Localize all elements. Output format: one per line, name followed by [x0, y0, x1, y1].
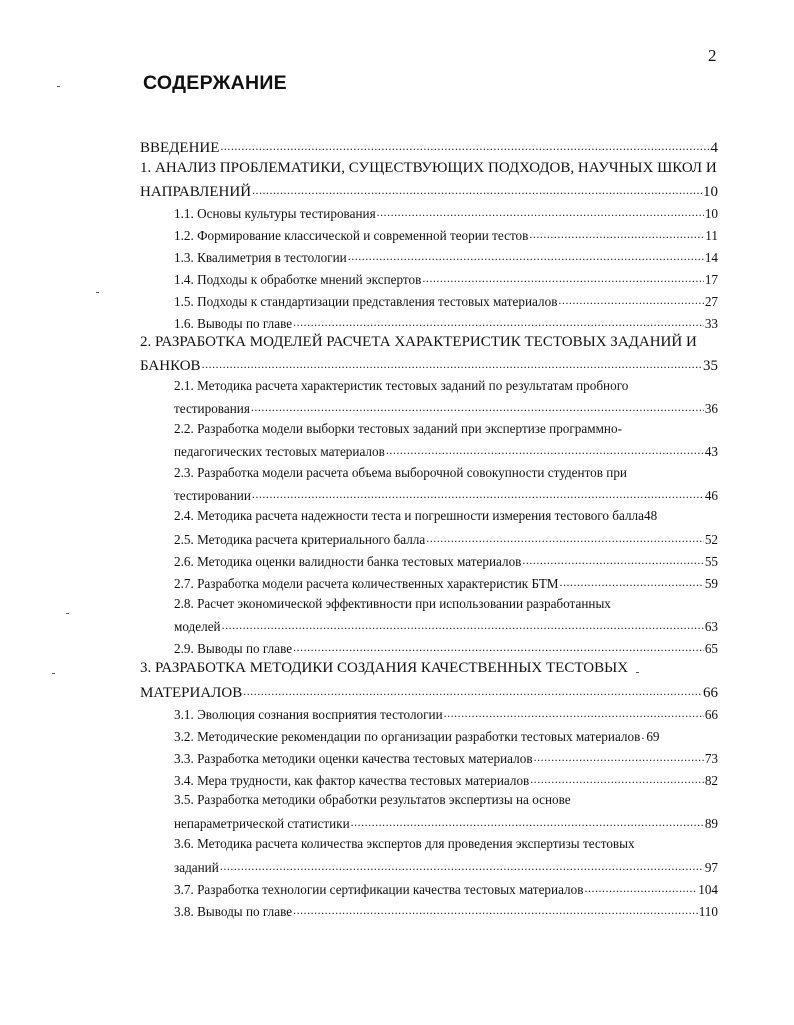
dot-leader: [422, 270, 703, 284]
toc-entry-2-5[interactable]: [174, 530, 718, 550]
scan-speck: [66, 613, 69, 614]
toc-entry-text: педагогических тестовых материалов: [174, 444, 385, 459]
page-number: 2: [708, 46, 717, 65]
scan-speck: [96, 292, 99, 293]
toc-entry-text: 3.4. Мера трудности, как фактор качества тестовых материалов: [174, 773, 530, 788]
toc-entry-text: 3.3. Разработка методики оценки качества тестовых материалов: [174, 751, 533, 766]
toc-entry-1-4[interactable]: [174, 270, 718, 290]
dot-leader: [641, 727, 645, 741]
dot-leader: [243, 683, 702, 697]
toc-chapter-2-heading[interactable]: 2. РАЗРАБОТКА МОДЕЛЕЙ РАСЧЕТА ХАРАКТЕРИСТИК ТЕСТОВЫХ ЗАДАНИЙ И: [140, 334, 697, 350]
dot-leader: [558, 292, 703, 306]
toc-page-number: 46: [704, 488, 718, 503]
toc-entry-text: НАПРАВЛЕНИЙ: [140, 184, 252, 200]
toc-entry-3-6-heading[interactable]: 3.6. Методика расчета количества экспертов для проведения экспертизы тестовых: [174, 836, 635, 851]
toc-entry-text: 1.4. Подходы к обработке мнений экспертов: [174, 272, 422, 287]
toc-entry-text: заданий: [174, 860, 219, 875]
toc-page-number: 104: [698, 882, 718, 897]
toc-page-number: 10: [704, 206, 718, 221]
dot-leader: [522, 552, 703, 566]
toc-entry-2-3-heading[interactable]: 2.3. Разработка модели расчета объема выборочной совокупности студентов при: [174, 465, 627, 480]
toc-chapter-3[interactable]: [140, 683, 718, 703]
dot-leader: [220, 858, 704, 872]
toc-page-number: 11: [705, 228, 718, 243]
toc-page-number: 66: [704, 707, 718, 722]
toc-page-number: 89: [704, 816, 718, 831]
dot-leader: [386, 442, 704, 456]
toc-entry-3-5-heading[interactable]: 3.5. Разработка методики обработки результатов экспертизы на основе: [174, 792, 571, 807]
toc-page-number: 69: [646, 729, 660, 744]
toc-entry-3-2[interactable]: [174, 727, 718, 747]
dot-leader: [293, 902, 698, 916]
toc-entry-2-3[interactable]: [174, 486, 718, 506]
toc-page-number: 52: [704, 532, 718, 547]
toc-entry-text: 2.7. Разработка модели расчета количественных характеристик БТМ: [174, 576, 559, 591]
toc-entry-2-2[interactable]: [174, 442, 718, 462]
page-title: СОДЕРЖАНИЕ: [143, 72, 287, 94]
toc-entry-text: ВВЕДЕНИЕ: [140, 140, 220, 156]
dot-leader: [222, 617, 704, 631]
toc-entry-text: тестирования: [174, 401, 250, 416]
dot-leader: [530, 771, 704, 785]
toc-chapter-1[interactable]: [140, 182, 718, 202]
toc-entry-2-1-heading[interactable]: 2.1. Методика расчета характеристик тестовых заданий по результатам пробного: [174, 378, 629, 393]
toc-entry-1-5[interactable]: [174, 292, 718, 312]
toc-entry-2-9[interactable]: [174, 639, 718, 659]
dot-leader: [584, 880, 697, 894]
toc-entry-text: 3.1. Эволюция сознания восприятия тестологии: [174, 707, 443, 722]
toc-entry-3-6[interactable]: [174, 858, 718, 878]
scan-speck: [636, 672, 639, 673]
toc-chapter-2[interactable]: [140, 356, 718, 376]
toc-entry-2-8-heading[interactable]: 2.8. Расчет экономической эффективности при использовании разработанных: [174, 596, 611, 611]
dot-leader: [351, 814, 704, 828]
toc-entry-intro[interactable]: [140, 138, 718, 158]
toc-entry-1-2[interactable]: [174, 226, 718, 246]
toc-entry-2-6[interactable]: [174, 552, 718, 572]
toc-entry-1-6[interactable]: [174, 314, 718, 334]
toc-entry-3-3[interactable]: [174, 749, 718, 769]
toc-entry-text: 3.2. Методические рекомендации по организации разработки тестовых материалов: [174, 729, 641, 744]
toc-entry-text: 1.3. Квалиметрия в тестологии: [174, 250, 347, 265]
dot-leader: [377, 204, 704, 218]
dot-leader: [426, 530, 704, 544]
toc-entry-2-1[interactable]: [174, 399, 718, 419]
toc-entry-text: 3.7. Разработка технологии сертификации качества тестовых материалов: [174, 882, 584, 897]
toc-entry-text: 1.2. Формирование классической и современной теории тестов: [174, 228, 529, 243]
toc-entry-3-1[interactable]: [174, 705, 718, 725]
dot-leader: [444, 705, 704, 719]
dot-leader: [202, 356, 702, 370]
toc-chapter-3-heading[interactable]: 3. РАЗРАБОТКА МЕТОДИКИ СОЗДАНИЯ КАЧЕСТВЕННЫХ ТЕСТОВЫХ: [140, 660, 629, 676]
toc-entry-1-1[interactable]: [174, 204, 718, 224]
dot-leader: [252, 182, 702, 196]
dot-leader: [293, 639, 704, 653]
dot-leader: [220, 138, 709, 152]
toc-entry-text: МАТЕРИАЛОВ: [140, 685, 243, 701]
dot-leader: [348, 248, 704, 262]
toc-page-number: 10: [703, 184, 718, 200]
toc-entry-2-4[interactable]: [174, 508, 718, 528]
toc-entry-3-5[interactable]: [174, 814, 718, 834]
dot-leader: [251, 399, 704, 413]
toc-entry-text: 1.6. Выводы по главе: [174, 316, 293, 331]
toc-entry-1-3[interactable]: [174, 248, 718, 268]
toc-entry-2-2-heading[interactable]: 2.2. Разработка модели выборки тестовых заданий при экспертизе программно-: [174, 421, 622, 436]
toc-entry-text: 2.4. Методика расчета надежности теста и погрешности измерения тестового балла: [174, 508, 644, 523]
toc-page-number: 65: [704, 641, 718, 656]
scan-speck: [52, 673, 55, 674]
toc-page-number: 73: [704, 751, 718, 766]
toc-entry-text: тестировании: [174, 488, 251, 503]
toc-entry-3-4[interactable]: [174, 771, 718, 791]
toc-entry-text: 1.1. Основы культуры тестирования: [174, 206, 376, 221]
toc-page-number: 82: [704, 773, 718, 788]
toc-chapter-1-heading[interactable]: 1. АНАЛИЗ ПРОБЛЕМАТИКИ, СУЩЕСТВУЮЩИХ ПОДХОДОВ, НАУЧНЫХ ШКОЛ И: [140, 160, 717, 176]
toc-entry-3-8[interactable]: [174, 902, 718, 922]
toc-entry-2-7[interactable]: [174, 574, 718, 594]
toc-entry-text: непараметрической статистики: [174, 816, 350, 831]
toc-entry-text: 2.6. Методика оценки валидности банка тестовых материалов: [174, 554, 522, 569]
toc-page-number: 27: [704, 294, 718, 309]
toc-entry-text: БАНКОВ: [140, 358, 201, 374]
dot-leader: [534, 749, 704, 763]
dot-leader: [529, 226, 704, 240]
toc-page-number: 55: [704, 554, 718, 569]
toc-entry-text: 2.9. Выводы по главе: [174, 641, 293, 656]
toc-page-number: 17: [704, 272, 718, 287]
toc-page-number: 4: [710, 140, 718, 156]
toc-page-number: 59: [704, 576, 718, 591]
toc-page-number: 48: [643, 508, 658, 523]
dot-leader: [293, 314, 704, 328]
toc-entry-text: моделей: [174, 619, 221, 634]
toc-page-number: 14: [704, 250, 718, 265]
toc-page-number: 35: [703, 358, 718, 374]
toc-entry-3-7[interactable]: [174, 880, 718, 900]
dot-leader: [252, 486, 704, 500]
toc-page-number: 97: [704, 860, 718, 875]
toc-page-number: 33: [704, 316, 718, 331]
toc-entry-text: 2.5. Методика расчета критериального балла: [174, 532, 426, 547]
dot-leader: [560, 574, 704, 588]
toc-page-number: 63: [704, 619, 718, 634]
toc-entry-text: 1.5. Подходы к стандартизации представления тестовых материалов: [174, 294, 558, 309]
toc-page-number: 66: [703, 685, 718, 701]
toc-page-number: 110: [698, 904, 718, 919]
toc-page-number: 36: [704, 401, 718, 416]
scan-speck: [57, 86, 60, 87]
toc-entry-text: 3.8. Выводы по главе: [174, 904, 293, 919]
toc-page-number: 43: [704, 444, 718, 459]
toc-entry-2-8[interactable]: [174, 617, 718, 637]
